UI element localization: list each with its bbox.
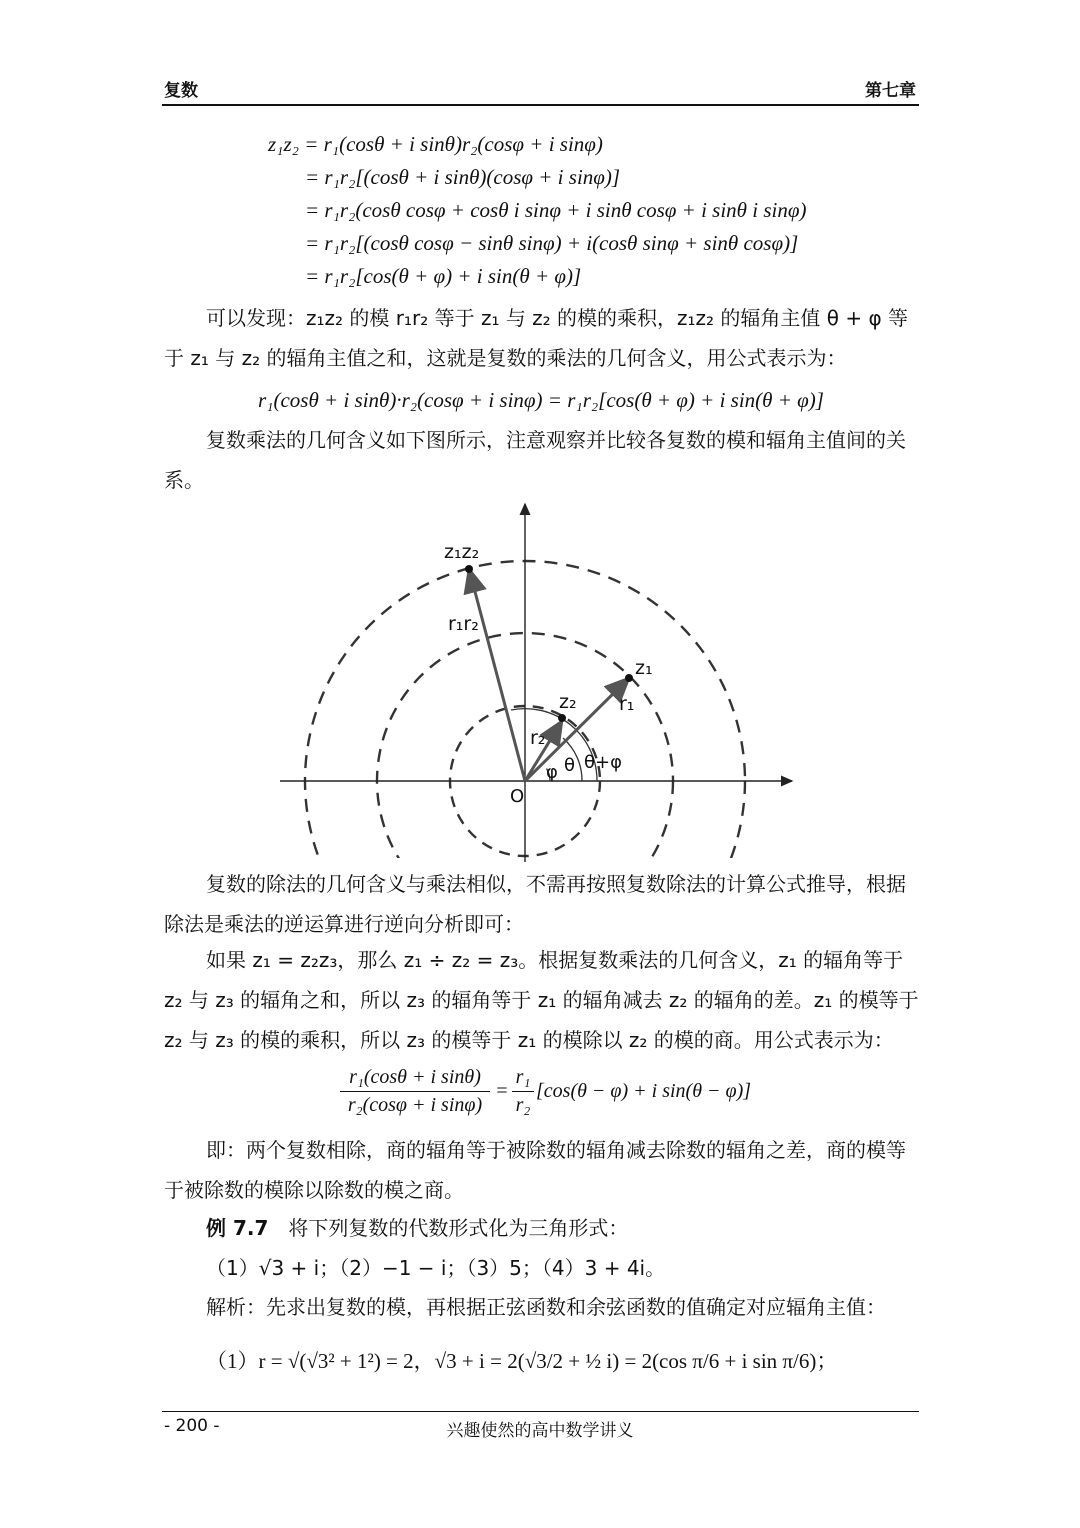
footer-rule	[162, 1411, 919, 1412]
point-z2	[558, 714, 566, 722]
formula-rhs-tail: [cos(θ − φ) + i sin(θ − φ)]	[536, 1080, 752, 1102]
example-heading	[206, 1212, 628, 1241]
paragraph-text: 复数的除法的几何含义与乘法相似，不需再按照复数除法的计算公式推导，根据除法是乘法的逆运算进行逆向分析即可：	[164, 872, 906, 936]
derivation-line-5: = r₁r₂[cos(θ + φ) + i sin(θ + φ)]	[305, 264, 582, 288]
point-z1z2	[465, 565, 473, 573]
page-number: - 200 -	[164, 1416, 220, 1436]
label-r1: r₁	[619, 693, 635, 715]
fraction-numerator: r₁(cosθ + i sinθ)	[340, 1066, 490, 1092]
fraction-numerator: r₁	[512, 1066, 534, 1092]
paragraph-figure-intro	[164, 420, 919, 500]
paragraph-text: 可以发现：z₁z₂ 的模 r₁r₂ 等于 z₁ 与 z₂ 的模的乘积，z₁z₂ 的辐角主值 θ + φ 等于 z₁ 与 z₂ 的辐角主值之和，这就是复数的乘法的几何含义，用公式表示为：	[164, 306, 909, 370]
label-phi: φ	[546, 762, 558, 783]
label-z1: z₁	[635, 657, 653, 679]
paragraph-text: 如果 z₁ = z₂z₃，那么 z₁ ÷ z₂ = z₃。根据复数乘法的几何含义，z₁ 的辐角等于 z₂ 与 z₃ 的辐角之和，所以 z₃ 的辐角等于 z₁ 的辐角减去 z₂ 的辐角的差。z₁ 的模等于 z₂ 与 z₃ 的模的乘积，所以 z₃ 的模等于 z₁ 的模除以 z₂ 的模的商。用公式表示为：	[164, 948, 919, 1052]
label-z2: z₂	[559, 691, 577, 713]
header-chapter-number: 第七章	[865, 81, 916, 101]
header-rule	[162, 104, 919, 106]
fraction-denominator: r₂	[515, 1094, 531, 1116]
example-solution-1: （1）r = √(√3² + 1²) = 2，√3 + i = 2(√3/2 + ½ i) = 2(cos π/6 + i sin π/6)；	[206, 1349, 838, 1373]
example-title: 例 7.7	[206, 1216, 269, 1240]
equals-sign: =	[495, 1080, 509, 1102]
complex-multiplication-figure	[270, 498, 810, 863]
paragraph-division-intro	[164, 864, 919, 944]
example-items: （1）√3 + i；（2）−1 − i；（3）5；（4）3 + 4i。	[206, 1256, 666, 1280]
label-origin: O	[510, 786, 525, 807]
book-title: 兴趣使然的高中数学讲义	[446, 1421, 634, 1441]
example-analysis: 解析：先求出复数的模，再根据正弦函数和余弦函数的值确定对应辐角主值：	[206, 1295, 886, 1319]
paragraph-text: 即：两个复数相除，商的辐角等于被除数的辐角减去除数的辐角之差，商的模等于被除数的模除以除数的模之商。	[164, 1138, 906, 1202]
label-theta-plus-phi: θ+φ	[584, 752, 622, 773]
label-r1r2: r₁r₂	[448, 613, 479, 635]
label-z1z2: z₁z₂	[444, 541, 480, 563]
header-chapter-title: 复数	[164, 81, 198, 101]
formula-multiplication: r₁(cosθ + i sinθ)·r₂(cosφ + i sinφ) = r₁r₂[cos(θ + φ) + i sin(θ + φ)]	[258, 388, 824, 412]
paragraph-division-reasoning	[164, 940, 919, 1060]
formula-division	[340, 1066, 760, 1126]
paragraph-text: 复数乘法的几何含义如下图所示，注意观察并比较各复数的模和辐角主值间的关系。	[164, 428, 906, 492]
example-prompt: 将下列复数的代数形式化为三角形式：	[288, 1216, 629, 1240]
fraction-rhs	[512, 1066, 534, 1117]
fraction-lhs	[340, 1066, 490, 1117]
paragraph-division-summary	[164, 1130, 919, 1210]
paragraph-mult-meaning	[164, 298, 919, 378]
derivation-line-4: = r₁r₂[(cosθ cosφ − sinθ sinφ) + i(cosθ sinφ + sinθ cosφ)]	[305, 231, 799, 255]
fraction-denominator: r₂(cosφ + i sinφ)	[347, 1094, 483, 1116]
derivation-line-3: = r₁r₂(cosθ cosφ + cosθ i sinφ + i sinθ cosφ + i sinθ i sinφ)	[305, 198, 807, 222]
label-theta: θ	[564, 755, 576, 776]
derivation-line-1: z₁z₂ = r₁(cosθ + i sinθ)r₂(cosφ + i sinφ)	[268, 132, 603, 156]
point-z1	[625, 674, 633, 682]
derivation-line-2: = r₁r₂[(cosθ + i sinθ)(cosφ + i sinφ)]	[305, 165, 621, 189]
vector-z1z2	[469, 569, 525, 781]
label-r2: r₂	[530, 727, 546, 749]
